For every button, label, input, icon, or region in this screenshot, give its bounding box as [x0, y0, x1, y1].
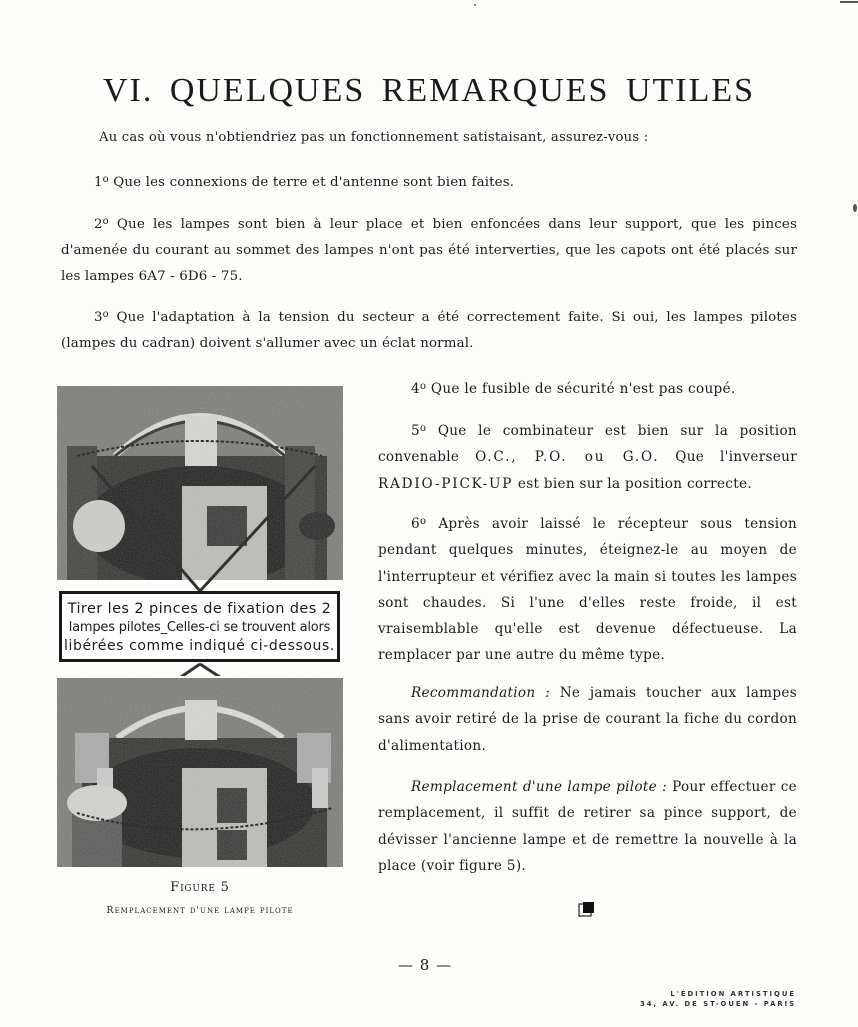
paper-speck [853, 204, 857, 212]
intro-text: Au cas où vous n'obtiendriez pas un fonctionnement satistaisant, assurez-vous : [99, 130, 649, 145]
item-number: 2 [94, 217, 103, 232]
imprint-line: L'ÉDITION ARTISTIQUE [670, 990, 796, 998]
switch-name: RADIO-PICK-UP [378, 475, 514, 492]
degree-mark: o [419, 516, 427, 527]
recommendation-text: Ne jamais toucher aux lampes sans avoir retiré de la prise de courant la fiche du cordon d'alimentation. [378, 685, 797, 754]
item-6 [378, 509, 797, 669]
item-number: 4 [411, 381, 420, 397]
paper-speck [840, 1, 858, 3]
replacement-label: Remplacement d'une lampe pilote : [411, 779, 667, 795]
item-text: Après avoir laissé le récepteur sous tension pendant quelques minutes, éteignez-le au moyen de l'interrupteur et vérifiez avec la main si toutes les lampes sont chaudes. Si l'une d'elles reste froide, il est vraisemblable qu'elle est devenue défectueuse. La remplacer par une autre du même type. [378, 516, 797, 664]
page-number: — 8 — [398, 956, 453, 974]
end-of-section-icon [578, 902, 595, 918]
item-text: Que le fusible de sécurité n'est pas coupé. [430, 381, 736, 397]
figure-photo-bottom [57, 678, 343, 867]
degree-mark: o [102, 309, 109, 320]
publisher-imprint [640, 989, 796, 1009]
degree-mark: o [102, 174, 109, 185]
item-3 [61, 302, 797, 357]
item-text: Que le combinateur est bien sur la position convenable [378, 423, 797, 466]
item-number: 3 [94, 310, 103, 325]
degree-mark: o [102, 216, 109, 227]
recommendation [378, 680, 797, 759]
notice-line: lampes pilotes_Celles-ci se trouvent alors [68, 620, 331, 635]
item-text: Que l'adaptation à la tension du secteur a été correctement faite. Si oui, les lampes pilotes (lampes du cadran) doivent s'allumer avec un éclat normal. [61, 310, 797, 351]
item-number: 6 [411, 516, 420, 532]
item-text: est bien sur la position correcte. [517, 475, 752, 492]
item-1 [61, 167, 797, 196]
item-text: Que les connexions de terre et d'antenne sont bien faites. [113, 175, 515, 190]
chassis-photo-bottom [57, 678, 343, 867]
paper-speck [474, 4, 476, 6]
replacement-note [378, 774, 797, 879]
band-positions: O.C., P.O. ou G.O. [475, 449, 660, 466]
notice-line: Tirer les 2 pinces de fixation des 2 [67, 601, 332, 617]
imprint-line: 34, AV. DE ST-OUEN - PARIS [640, 1000, 796, 1008]
item-text: Que les lampes sont bien à leur place et bien enfoncées dans leur support, que les pinces d'amenée du courant au sommet des lampes n'ont pas été interverties, que les capots ont été placés sur les lampes 6A7 - 6D6 - 75. [61, 217, 797, 284]
item-text: Que l'inverseur [675, 449, 797, 466]
degree-mark: o [419, 381, 427, 392]
replacement-text: Pour effectuer ce remplacement, il suffit de retirer sa pince support, de dévisser l'ancienne lampe et de remettre la nouvelle à la place (voir figure 5). [378, 779, 798, 874]
item-number: 1 [94, 175, 103, 190]
item-4 [378, 374, 797, 402]
figure-notice-box [59, 591, 340, 662]
page-title: VI. QUELQUES REMARQUES UTILES [102, 72, 756, 109]
item-5 [378, 416, 797, 497]
notice-line: libérées comme indiqué ci-dessous. [64, 638, 335, 654]
degree-mark: o [419, 423, 427, 434]
recommendation-label: Recommandation : [411, 685, 551, 701]
item-2 [61, 209, 797, 290]
item-number: 5 [411, 423, 420, 439]
figure-title: Figure 5 [170, 880, 230, 895]
figure-subtitle: Remplacement d'une lampe pilote [106, 905, 294, 916]
